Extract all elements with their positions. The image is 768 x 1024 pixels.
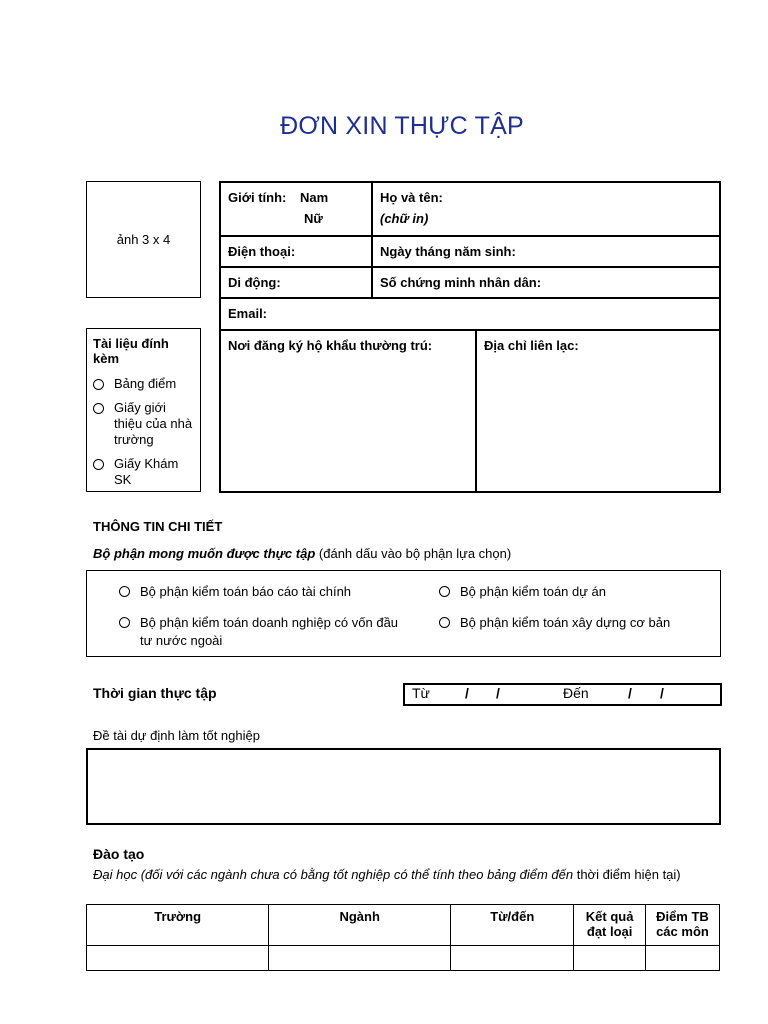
- table-header-row: [87, 905, 720, 946]
- department-options-box: [86, 570, 721, 657]
- attachment-label: Giấy Khám SK: [114, 456, 179, 487]
- full-name-hint: (chữ in): [380, 211, 429, 226]
- attachment-item-health-check[interactable]: [93, 456, 194, 488]
- page-title: ĐƠN XIN THỰC TẬP: [280, 112, 524, 140]
- radio-circle-icon[interactable]: [119, 586, 130, 597]
- topic-label: Đề tài dự định làm tốt nghiệp: [93, 728, 260, 743]
- date-separator: /: [465, 685, 469, 701]
- attachments-box: [86, 328, 201, 492]
- radio-circle-icon[interactable]: [439, 617, 450, 628]
- phone-label: Điện thoại:: [228, 244, 296, 259]
- personal-info-grid: [219, 181, 721, 493]
- dept-option-label: Bộ phận kiểm toán doanh nghiệp có vốn đầu tư nước ngoài: [140, 615, 399, 648]
- col-period: Từ/đến: [451, 905, 574, 946]
- full-name-label: Họ và tên:: [380, 190, 443, 205]
- col-result: Kết quả đạt loại: [574, 905, 646, 946]
- education-subheader-rest: thời điểm hiện tại): [576, 867, 681, 882]
- gender-option-female[interactable]: Nữ: [304, 211, 323, 226]
- radio-circle-icon[interactable]: [119, 617, 130, 628]
- contact-address-label: Địa chỉ liên lạc:: [484, 338, 579, 353]
- contact-address-field[interactable]: [477, 331, 719, 491]
- id-number-field[interactable]: [373, 268, 719, 297]
- internship-time-label: Thời gian thực tập: [93, 685, 217, 701]
- col-major: Ngành: [269, 905, 451, 946]
- education-header: Đào tạo: [93, 846, 145, 862]
- photo-label: ảnh 3 x 4: [116, 232, 171, 247]
- department-title-text: Bộ phận mong muốn được thực tập: [93, 546, 316, 561]
- education-table: [86, 904, 720, 971]
- dob-label: Ngày tháng năm sinh:: [380, 244, 516, 259]
- table-cell[interactable]: [451, 946, 574, 971]
- gender-label: Giới tính:: [228, 190, 287, 205]
- email-label: Email:: [228, 306, 268, 321]
- dept-option-project-audit[interactable]: [439, 583, 699, 601]
- education-subheader: [93, 866, 723, 883]
- date-separator: /: [660, 685, 664, 701]
- internship-time-field[interactable]: [403, 683, 722, 706]
- phone-field[interactable]: [221, 237, 371, 266]
- residence-address-label: Nơi đăng ký hộ khẩu thường trú:: [228, 338, 433, 353]
- dept-option-fdi-audit[interactable]: [119, 614, 409, 650]
- attachment-label: Bảng điểm: [114, 376, 177, 391]
- attachment-item-referral-letter[interactable]: [93, 400, 194, 448]
- date-separator: /: [496, 685, 500, 701]
- time-to-label: Đến: [563, 685, 589, 701]
- id-number-label: Số chứng minh nhân dân:: [380, 275, 542, 290]
- time-from-label: Từ: [412, 685, 430, 701]
- gender-field[interactable]: [221, 183, 371, 235]
- radio-circle-icon[interactable]: [439, 586, 450, 597]
- dept-option-label: Bộ phận kiểm toán xây dựng cơ bản: [460, 615, 671, 630]
- gender-option-male[interactable]: Nam: [300, 190, 329, 205]
- radio-circle-icon[interactable]: [93, 379, 104, 390]
- dept-option-label: Bộ phận kiểm toán báo cáo tài chính: [140, 584, 352, 599]
- email-field[interactable]: [221, 299, 719, 329]
- education-subheader-italic: Đại học (đối với các ngành chưa có bằng tốt nghiệp có thể tính theo bảng điểm đến: [93, 867, 574, 882]
- attachments-header: Tài liệu đính kèm: [93, 336, 169, 366]
- col-gpa: Điểm TB các môn: [645, 905, 719, 946]
- radio-circle-icon[interactable]: [93, 403, 104, 414]
- full-name-field[interactable]: [373, 183, 719, 235]
- photo-placeholder[interactable]: [86, 181, 201, 298]
- dob-field[interactable]: [373, 237, 719, 266]
- details-header: THÔNG TIN CHI TIẾT: [93, 519, 223, 534]
- table-cell[interactable]: [87, 946, 269, 971]
- table-cell[interactable]: [645, 946, 719, 971]
- topic-input-box[interactable]: [86, 748, 721, 825]
- dept-option-label: Bộ phận kiểm toán dự án: [460, 584, 607, 599]
- table-cell[interactable]: [269, 946, 451, 971]
- mobile-field[interactable]: [221, 268, 371, 297]
- attachment-item-transcript[interactable]: [93, 376, 194, 392]
- department-title: [93, 546, 511, 561]
- residence-address-field[interactable]: [221, 331, 475, 491]
- dept-option-financial-audit[interactable]: [119, 583, 419, 601]
- attachment-label: Giấy giới thiệu của nhà trường: [114, 400, 193, 447]
- radio-circle-icon[interactable]: [93, 459, 104, 470]
- table-row: [87, 946, 720, 971]
- department-note: (đánh dấu vào bộ phận lựa chọn): [318, 546, 512, 561]
- dept-option-construction-audit[interactable]: [439, 614, 699, 632]
- table-cell[interactable]: [574, 946, 646, 971]
- col-school: Trường: [87, 905, 269, 946]
- date-separator: /: [628, 685, 632, 701]
- mobile-label: Di động:: [228, 275, 281, 290]
